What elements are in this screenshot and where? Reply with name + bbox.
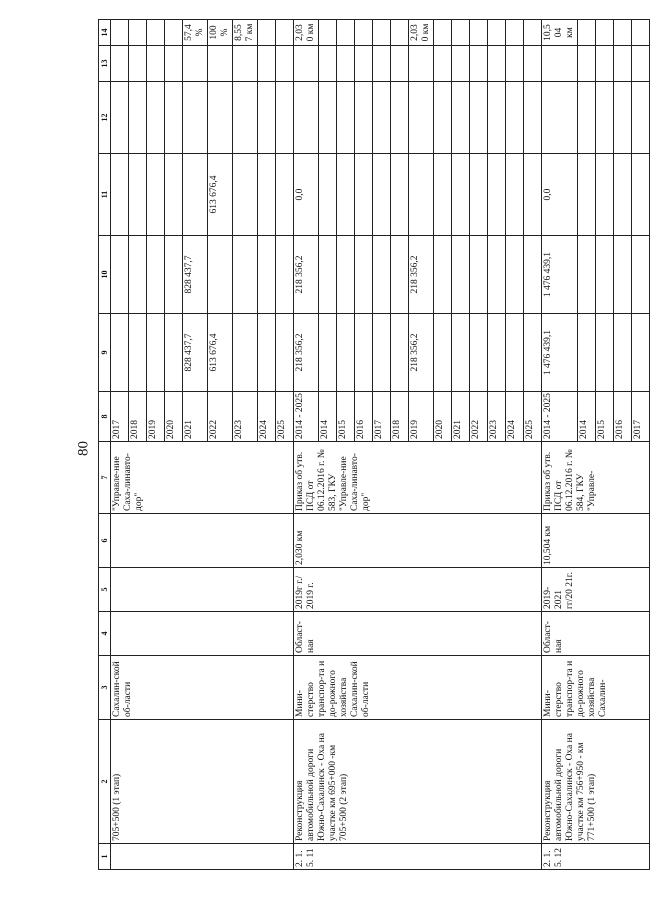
cell-other — [165, 154, 183, 236]
cell-regional — [596, 236, 614, 314]
column-number: 8 — [99, 392, 111, 442]
rotated-table-container — [98, 20, 643, 870]
cell-total — [614, 314, 632, 392]
cell-result — [391, 20, 409, 46]
cell-total — [434, 314, 452, 392]
table-row — [542, 20, 578, 870]
cell-col12 — [391, 82, 409, 154]
cell-year: 2014 - 2025 — [294, 392, 319, 442]
cell-document: Приказ об утв. ПСД от 06.12.2016 г. № 583, ГКУ "Управле-ние Саха-линавто-дор" — [294, 442, 542, 514]
cell-result — [355, 20, 373, 46]
cell-regional — [578, 236, 596, 314]
cell-col12 — [276, 82, 294, 154]
cell-year: 2019 — [409, 392, 434, 442]
cell-col13 — [506, 46, 524, 82]
cell-col12 — [596, 82, 614, 154]
cell-total — [506, 314, 524, 392]
cell-regional — [470, 236, 488, 314]
cell-col13 — [578, 46, 596, 82]
cell-col12 — [147, 82, 165, 154]
cell-col12 — [434, 82, 452, 154]
cell-regional — [208, 236, 233, 314]
cell-col13 — [452, 46, 470, 82]
cell-total — [596, 314, 614, 392]
cell-col13 — [111, 46, 129, 82]
cell-result — [524, 20, 542, 46]
cell-col13 — [276, 46, 294, 82]
cell-other — [409, 154, 434, 236]
cell-col13 — [294, 46, 319, 82]
cell-total — [524, 314, 542, 392]
cell-result — [337, 20, 355, 46]
cell-total — [373, 314, 391, 392]
column-number: 5 — [99, 568, 111, 612]
cell-year: 2020 — [165, 392, 183, 442]
column-number: 9 — [99, 314, 111, 392]
cell-result — [452, 20, 470, 46]
cell-col12 — [258, 82, 276, 154]
program-table — [98, 19, 650, 870]
cell-other — [596, 154, 614, 236]
cell-total — [452, 314, 470, 392]
cell-period: 2019г г./ 2019 г. — [294, 568, 542, 612]
cell-col12 — [488, 82, 506, 154]
column-number: 7 — [99, 442, 111, 514]
cell-col13 — [488, 46, 506, 82]
cell-year: 2016 — [614, 392, 632, 442]
cell-year: 2021 — [452, 392, 470, 442]
cell-col12 — [578, 82, 596, 154]
cell-result — [258, 20, 276, 46]
cell-executor: Мини-стерство транспор-та и до-рожного хозяйства Сахалин-ской об-ласти — [294, 656, 542, 720]
cell-total: 218 356,2 — [294, 314, 319, 392]
cell-col12 — [524, 82, 542, 154]
cell-other: 0,0 — [294, 154, 319, 236]
cell-total — [470, 314, 488, 392]
cell-other — [614, 154, 632, 236]
cell-result — [129, 20, 147, 46]
cell-col13 — [614, 46, 632, 82]
cell-regional: 828 437,7 — [183, 236, 208, 314]
cell-year: 2017 — [111, 392, 129, 442]
column-number: 6 — [99, 514, 111, 568]
cell-name: Реконструкция автомобильной дороги Южно-Сахалинск - Оха на участке км 756+950 - км 771+500 (1 этап) — [542, 720, 650, 844]
cell-result — [470, 20, 488, 46]
cell-total: 218 356,2 — [409, 314, 434, 392]
column-number-row — [99, 20, 111, 870]
cell-other — [233, 154, 258, 236]
cell-year: 2025 — [524, 392, 542, 442]
cell-result — [488, 20, 506, 46]
cell-total — [233, 314, 258, 392]
cell-col12 — [337, 82, 355, 154]
cell-total — [129, 314, 147, 392]
cell-col12 — [208, 82, 233, 154]
cell-col13 — [258, 46, 276, 82]
cell-other: 613 676,4 — [208, 154, 233, 236]
cell-col13 — [470, 46, 488, 82]
cell-col12 — [409, 82, 434, 154]
cell-total — [147, 314, 165, 392]
cell-col13 — [183, 46, 208, 82]
cell-col12 — [233, 82, 258, 154]
cell-other — [373, 154, 391, 236]
cell-result — [147, 20, 165, 46]
cell-total: 613 676,4 — [208, 314, 233, 392]
cell-regional — [111, 236, 129, 314]
cell-col13 — [524, 46, 542, 82]
cell-col12 — [614, 82, 632, 154]
cell-source: Област-ная — [294, 612, 542, 656]
cell-executor: Мини-стерство транспор-та и до-рожного хозяйства Сахалин- — [542, 656, 650, 720]
cell-number: 2. 1. 5. 11 — [294, 844, 542, 870]
cell-result — [111, 20, 129, 46]
cell-year: 2022 — [208, 392, 233, 442]
cell-year: 2018 — [129, 392, 147, 442]
cell-col13 — [233, 46, 258, 82]
cell-capacity — [111, 514, 294, 568]
cell-number: 2. 1. 5. 12 — [542, 844, 650, 870]
cell-result: 2,030 км — [409, 20, 434, 46]
cell-year: 2024 — [506, 392, 524, 442]
cell-other — [183, 154, 208, 236]
cell-col12 — [183, 82, 208, 154]
cell-col12 — [470, 82, 488, 154]
cell-result — [614, 20, 632, 46]
cell-regional — [233, 236, 258, 314]
cell-col13 — [409, 46, 434, 82]
cell-result: 57,4% — [183, 20, 208, 46]
cell-col13 — [208, 46, 233, 82]
cell-regional — [391, 236, 409, 314]
cell-other — [319, 154, 337, 236]
cell-period: 2019-2021 гг/20 21г. — [542, 568, 650, 612]
cell-other — [129, 154, 147, 236]
cell-source: Област-ная — [542, 612, 650, 656]
column-number: 12 — [99, 82, 111, 154]
cell-regional — [488, 236, 506, 314]
cell-result — [596, 20, 614, 46]
cell-number — [111, 844, 294, 870]
cell-source — [111, 612, 294, 656]
cell-col12 — [319, 82, 337, 154]
cell-other — [578, 154, 596, 236]
cell-col13 — [391, 46, 409, 82]
cell-other — [111, 154, 129, 236]
cell-year: 2014 — [578, 392, 596, 442]
table-body — [111, 20, 650, 870]
cell-col13 — [129, 46, 147, 82]
cell-other — [632, 154, 650, 236]
cell-regional — [506, 236, 524, 314]
cell-col12 — [294, 82, 319, 154]
cell-col13 — [632, 46, 650, 82]
cell-other — [488, 154, 506, 236]
cell-year: 2023 — [488, 392, 506, 442]
cell-col12 — [165, 82, 183, 154]
cell-col12 — [452, 82, 470, 154]
cell-document: Приказ об утв. ПСД от 06.12.2016 г. № 584, ГКУ "Управле- — [542, 442, 650, 514]
cell-result — [434, 20, 452, 46]
cell-total: 1 476 439,1 — [542, 314, 578, 392]
cell-year: 2016 — [355, 392, 373, 442]
cell-other — [258, 154, 276, 236]
cell-result — [373, 20, 391, 46]
cell-year: 2015 — [337, 392, 355, 442]
cell-col12 — [632, 82, 650, 154]
cell-regional — [258, 236, 276, 314]
cell-year: 2019 — [147, 392, 165, 442]
cell-result: 8,557 км — [233, 20, 258, 46]
cell-result — [276, 20, 294, 46]
cell-document: "Управле-ние Саха-линавто-дор" — [111, 442, 294, 514]
cell-year: 2025 — [276, 392, 294, 442]
table-row — [294, 20, 319, 870]
cell-year: 2018 — [391, 392, 409, 442]
cell-col13 — [373, 46, 391, 82]
cell-total — [258, 314, 276, 392]
cell-other — [276, 154, 294, 236]
cell-col12 — [129, 82, 147, 154]
cell-regional: 218 356,2 — [409, 236, 434, 314]
cell-regional — [524, 236, 542, 314]
cell-regional — [373, 236, 391, 314]
column-number: 4 — [99, 612, 111, 656]
cell-col13 — [337, 46, 355, 82]
cell-total — [276, 314, 294, 392]
column-number: 1 — [99, 844, 111, 870]
cell-total — [165, 314, 183, 392]
cell-total: 828 437,7 — [183, 314, 208, 392]
cell-col13 — [165, 46, 183, 82]
column-number: 2 — [99, 720, 111, 844]
cell-year: 2017 — [632, 392, 650, 442]
table-row — [111, 20, 129, 870]
cell-col13 — [596, 46, 614, 82]
cell-regional — [337, 236, 355, 314]
cell-total — [391, 314, 409, 392]
column-number: 14 — [99, 20, 111, 46]
cell-result — [319, 20, 337, 46]
cell-name: 705+500 (1 этап) — [111, 720, 294, 844]
cell-year: 2017 — [373, 392, 391, 442]
cell-other — [452, 154, 470, 236]
cell-total — [319, 314, 337, 392]
column-number: 11 — [99, 154, 111, 236]
cell-total — [632, 314, 650, 392]
cell-regional — [614, 236, 632, 314]
cell-year: 2021 — [183, 392, 208, 442]
cell-period — [111, 568, 294, 612]
cell-col13 — [319, 46, 337, 82]
cell-result: 100 % — [208, 20, 233, 46]
cell-year: 2015 — [596, 392, 614, 442]
cell-regional — [434, 236, 452, 314]
cell-regional: 218 356,2 — [294, 236, 319, 314]
column-number: 13 — [99, 46, 111, 82]
cell-name: Реконструкция автомобильной дороги Южно-Сахалинск - Оха на участке км 695+000 -км 705+500 (2 этап) — [294, 720, 542, 844]
cell-total — [578, 314, 596, 392]
cell-regional — [276, 236, 294, 314]
cell-result — [506, 20, 524, 46]
cell-capacity: 10,504 км — [542, 514, 650, 568]
cell-total — [355, 314, 373, 392]
cell-year: 2020 — [434, 392, 452, 442]
cell-other — [337, 154, 355, 236]
cell-regional — [165, 236, 183, 314]
cell-col12 — [506, 82, 524, 154]
cell-result — [165, 20, 183, 46]
cell-regional — [632, 236, 650, 314]
cell-col12 — [373, 82, 391, 154]
cell-other — [506, 154, 524, 236]
cell-col12 — [111, 82, 129, 154]
cell-other — [147, 154, 165, 236]
cell-other — [355, 154, 373, 236]
cell-regional — [452, 236, 470, 314]
cell-regional — [129, 236, 147, 314]
cell-result: 2,030 км — [294, 20, 319, 46]
cell-result — [632, 20, 650, 46]
cell-total — [111, 314, 129, 392]
cell-total — [337, 314, 355, 392]
cell-other — [470, 154, 488, 236]
cell-other — [434, 154, 452, 236]
cell-col13 — [542, 46, 578, 82]
cell-other — [524, 154, 542, 236]
column-number: 3 — [99, 656, 111, 720]
cell-other: 0,0 — [542, 154, 578, 236]
cell-year: 2024 — [258, 392, 276, 442]
cell-regional — [147, 236, 165, 314]
cell-other — [391, 154, 409, 236]
cell-regional — [355, 236, 373, 314]
cell-total — [488, 314, 506, 392]
cell-year: 2022 — [470, 392, 488, 442]
cell-col12 — [355, 82, 373, 154]
cell-col13 — [355, 46, 373, 82]
cell-year: 2023 — [233, 392, 258, 442]
cell-regional — [319, 236, 337, 314]
column-number: 10 — [99, 236, 111, 314]
cell-result — [578, 20, 596, 46]
cell-executor: Сахалин-ской об-ласти — [111, 656, 294, 720]
cell-year: 2014 — [319, 392, 337, 442]
cell-year: 2014 - 2025 — [542, 392, 578, 442]
cell-regional: 1 476 439,1 — [542, 236, 578, 314]
cell-col13 — [434, 46, 452, 82]
cell-col12 — [542, 82, 578, 154]
cell-capacity: 2,030 км — [294, 514, 542, 568]
cell-col13 — [147, 46, 165, 82]
cell-result: 10,504 км — [542, 20, 578, 46]
page-number: 80 — [75, 441, 92, 456]
